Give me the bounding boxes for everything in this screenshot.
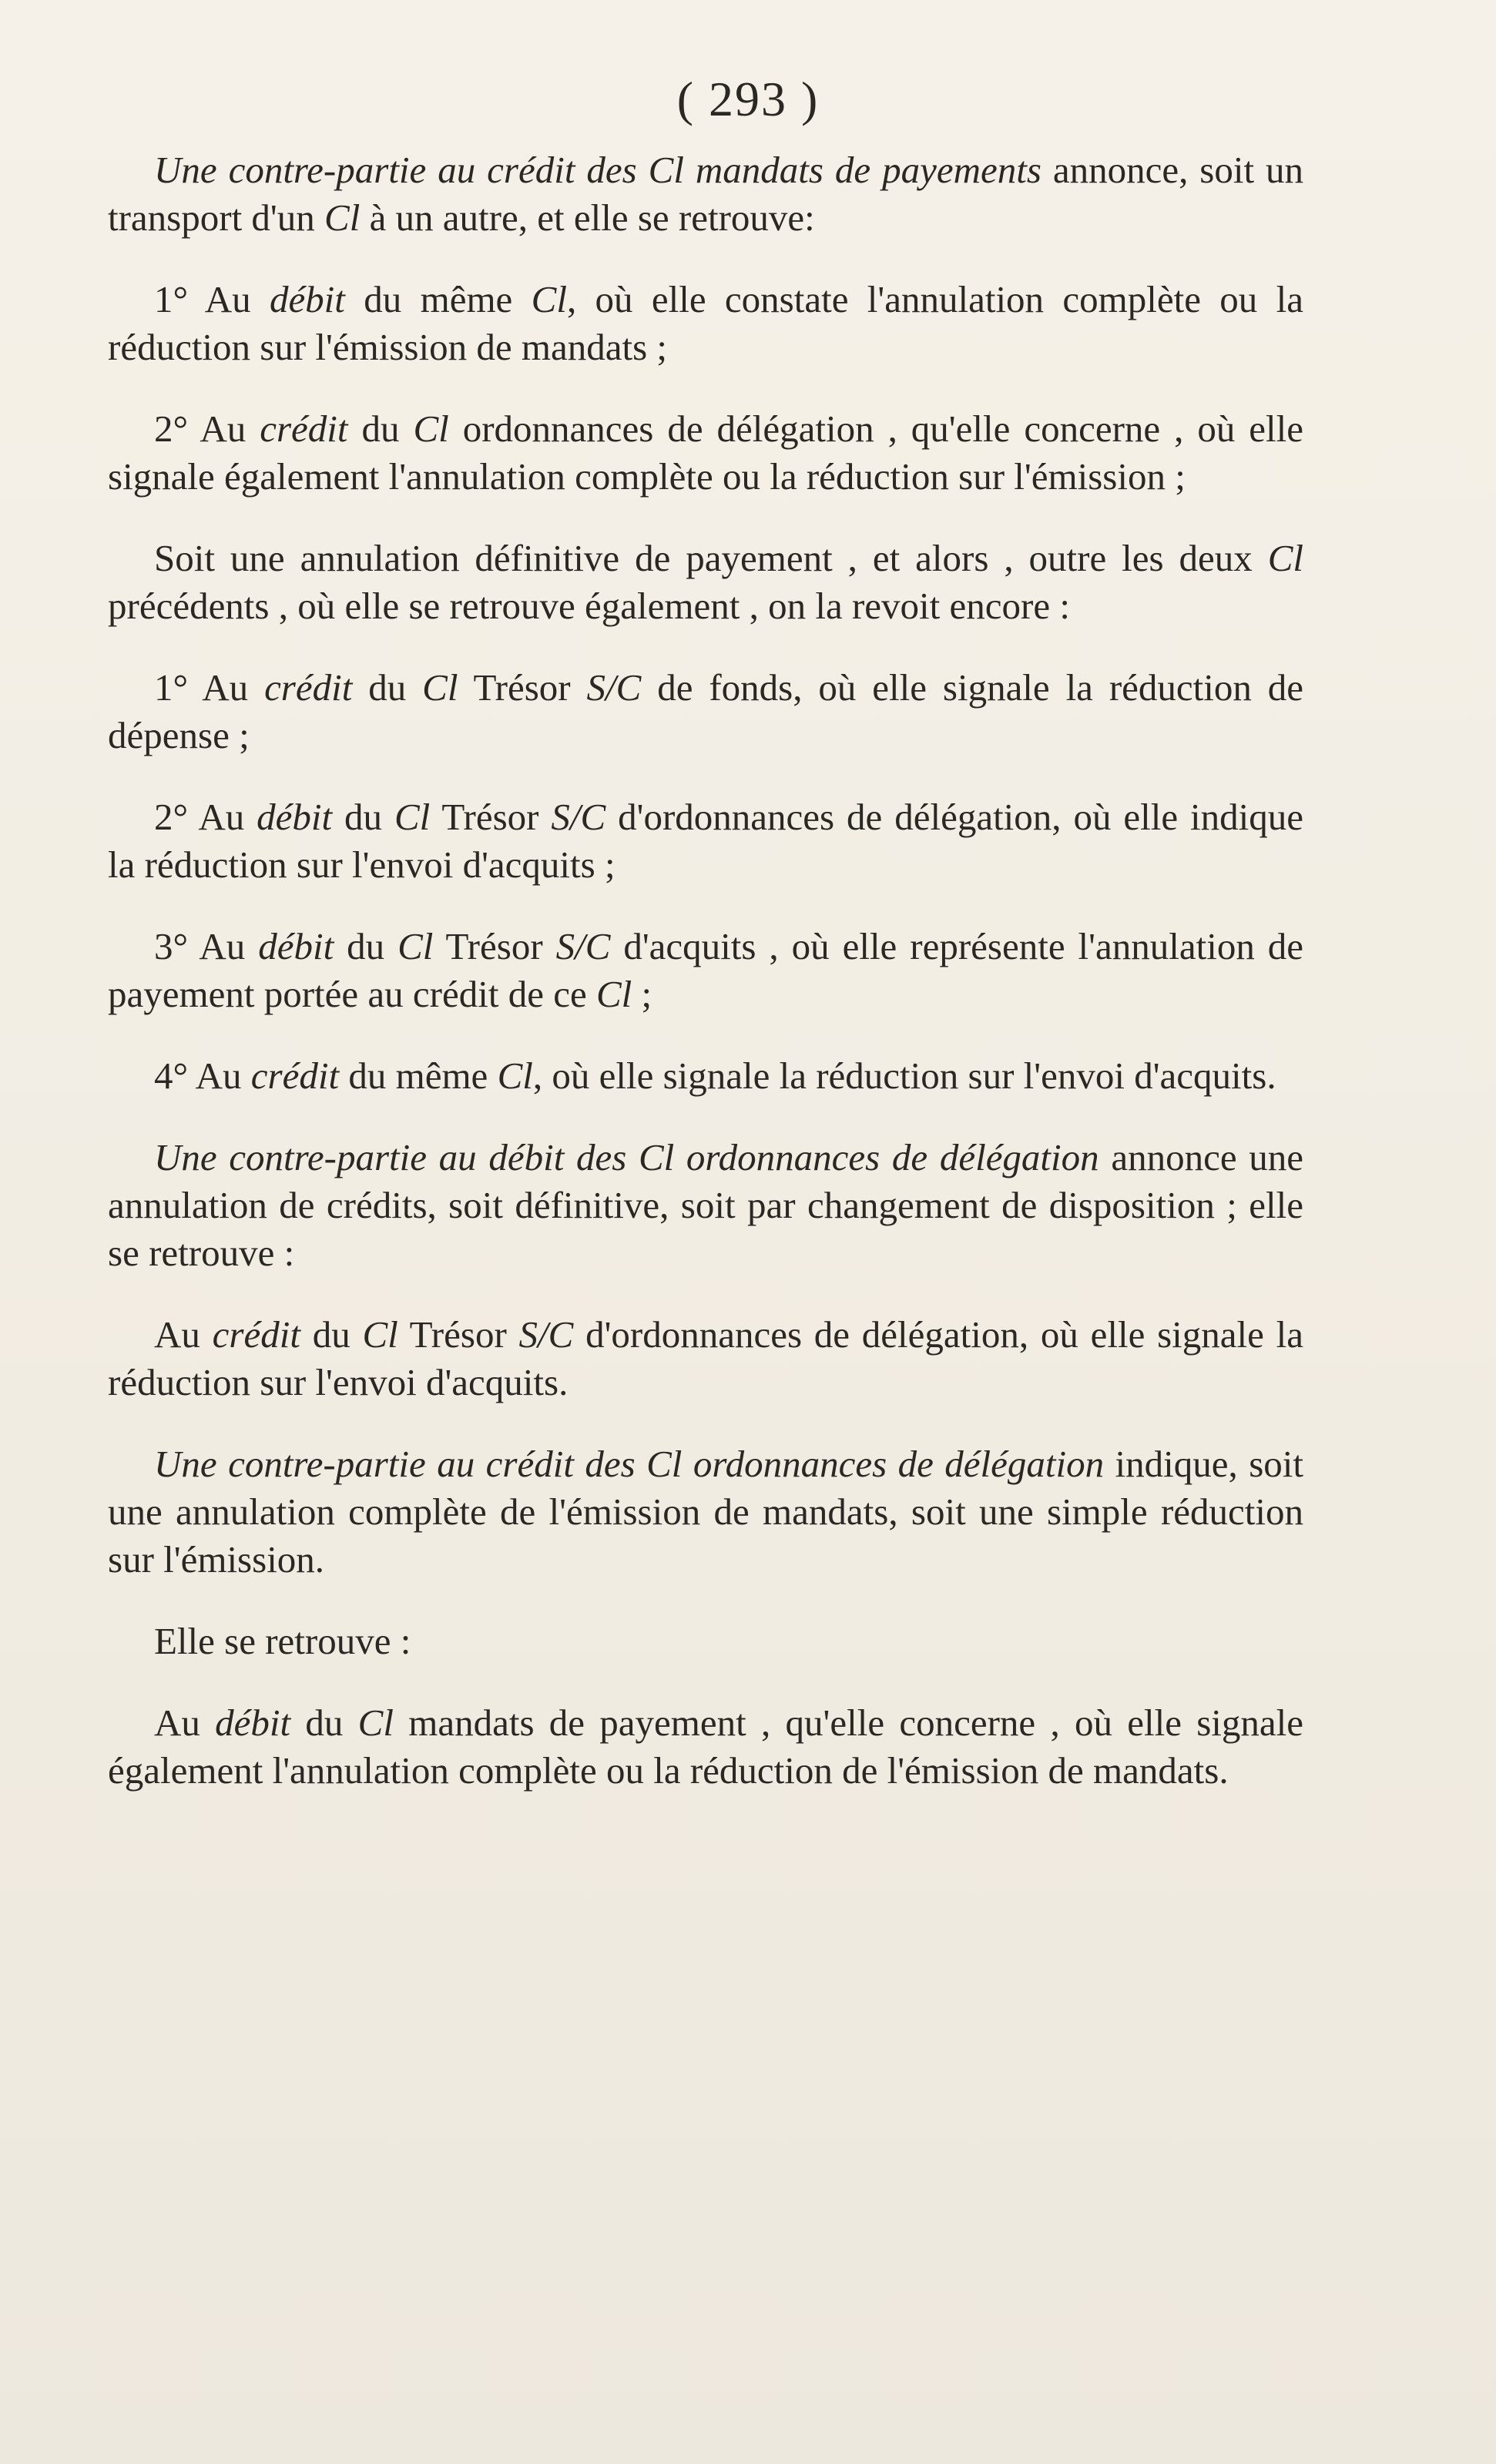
- text-span: annonce, soit un transport d'un: [108, 149, 1303, 239]
- paragraph-p12: [108, 1618, 1303, 1665]
- italic-span: crédit: [250, 1054, 340, 1097]
- text-span: 2° Au: [154, 407, 260, 450]
- text-span: Soit une annulation définitive de payement , et alors , outre les deux: [154, 537, 1268, 579]
- italic-span: S/C: [555, 925, 611, 967]
- italic-span: Une contre-partie au crédit des Cl ordonnances de délégation: [154, 1443, 1105, 1485]
- page-number: ( 293 ): [676, 72, 820, 126]
- text-span: Trésor: [397, 1313, 519, 1356]
- italic-span: débit: [258, 925, 334, 967]
- body-text: [108, 146, 1303, 1829]
- text-span: Trésor: [430, 796, 552, 838]
- text-span: indique, soit une annulation complète de l'émission de mandats, soit une simple réduction sur l'émission.: [108, 1443, 1303, 1581]
- paragraph-p13: [108, 1699, 1303, 1795]
- paragraph-p3: [108, 405, 1303, 501]
- text-span: du: [332, 796, 394, 838]
- text-span: 4° Au: [154, 1054, 251, 1097]
- paragraph-p2: [108, 276, 1303, 371]
- text-span: ;: [632, 973, 652, 1015]
- italic-span: Cl: [362, 1313, 398, 1356]
- italic-span: Cl: [397, 925, 434, 967]
- text-span: d'ordonnances de délégation, où elle signale la réduction sur l'envoi d'acquits.: [108, 1313, 1303, 1403]
- text-span: , où elle signale la réduction sur l'envoi d'acquits.: [532, 1054, 1276, 1097]
- text-span: ordonnances de délégation , qu'elle concerne , où elle signale également l'annulation complète ou la réduction sur l'émission ;: [108, 407, 1304, 498]
- italic-span: S/C: [518, 1313, 574, 1356]
- italic-span: Cl: [357, 1701, 394, 1744]
- italic-span: crédit: [264, 666, 353, 709]
- text-span: Au: [154, 1701, 216, 1744]
- text-span: 3° Au: [154, 925, 259, 967]
- text-span: du même: [344, 278, 532, 320]
- text-span: du: [290, 1701, 358, 1744]
- italic-span: Une contre-partie au débit des Cl ordonnances de délégation: [154, 1136, 1099, 1178]
- paragraph-p11: [108, 1440, 1303, 1584]
- text-span: précédents , où elle se retrouve également , on la revoit encore :: [108, 585, 1070, 627]
- text-span: , où elle constate l'annulation complète ou la réduction sur l'émission de mandats ;: [108, 278, 1303, 368]
- text-span: d'acquits , où elle représente l'annulation de payement portée au crédit de ce: [108, 925, 1304, 1015]
- italic-span: débit: [215, 1701, 291, 1744]
- italic-span: débit: [257, 796, 333, 838]
- text-span: de fonds, où elle signale la réduction de dépense ;: [108, 666, 1304, 756]
- text-span: 1° Au: [154, 666, 265, 709]
- paragraph-p1: [108, 146, 1303, 242]
- paragraph-p5: [108, 664, 1303, 759]
- italic-span: Une contre-partie au crédit des Cl mandats de payements: [154, 149, 1041, 191]
- text-span: mandats de payement , qu'elle concerne , où elle signale également l'annulation complète ou la réduction de l'émission de mandats.: [108, 1701, 1303, 1792]
- paragraph-p10: [108, 1311, 1303, 1406]
- text-span: Trésor: [433, 925, 556, 967]
- italic-span: S/C: [586, 666, 642, 709]
- text-span: à un autre, et elle se retrouve:: [360, 196, 815, 239]
- paragraph-p6: [108, 793, 1303, 889]
- text-span: Au: [154, 1313, 213, 1356]
- text-span: du: [352, 666, 423, 709]
- paragraph-p9: [108, 1134, 1303, 1277]
- text-span: d'ordonnances de délégation, où elle indique la réduction sur l'envoi d'acquits ;: [108, 796, 1304, 886]
- italic-span: Cl: [531, 278, 567, 320]
- text-span: 2° Au: [154, 796, 257, 838]
- paragraph-p8: [108, 1052, 1303, 1100]
- italic-span: Cl: [1267, 537, 1303, 579]
- italic-span: Cl: [497, 1054, 533, 1097]
- italic-span: Cl: [422, 666, 458, 709]
- text-span: annonce une annulation de crédits, soit définitive, soit par changement de disposition ; elle se retrouve :: [108, 1136, 1303, 1274]
- text-span: du même: [339, 1054, 498, 1097]
- italic-span: Cl: [595, 973, 632, 1015]
- italic-span: crédit: [212, 1313, 300, 1356]
- text-span: Trésor: [458, 666, 587, 709]
- italic-span: Cl: [324, 196, 361, 239]
- italic-span: débit: [269, 278, 345, 320]
- italic-span: S/C: [551, 796, 606, 838]
- text-span: du: [300, 1313, 363, 1356]
- paragraph-p4: [108, 535, 1303, 630]
- italic-span: crédit: [260, 407, 348, 450]
- paragraph-p7: [108, 923, 1303, 1018]
- italic-span: Cl: [413, 407, 449, 450]
- text-span: du: [334, 925, 398, 967]
- italic-span: Cl: [394, 796, 431, 838]
- text-span: 1° Au: [154, 278, 270, 320]
- text-span: Elle se retrouve :: [154, 1620, 411, 1662]
- text-span: du: [347, 407, 414, 450]
